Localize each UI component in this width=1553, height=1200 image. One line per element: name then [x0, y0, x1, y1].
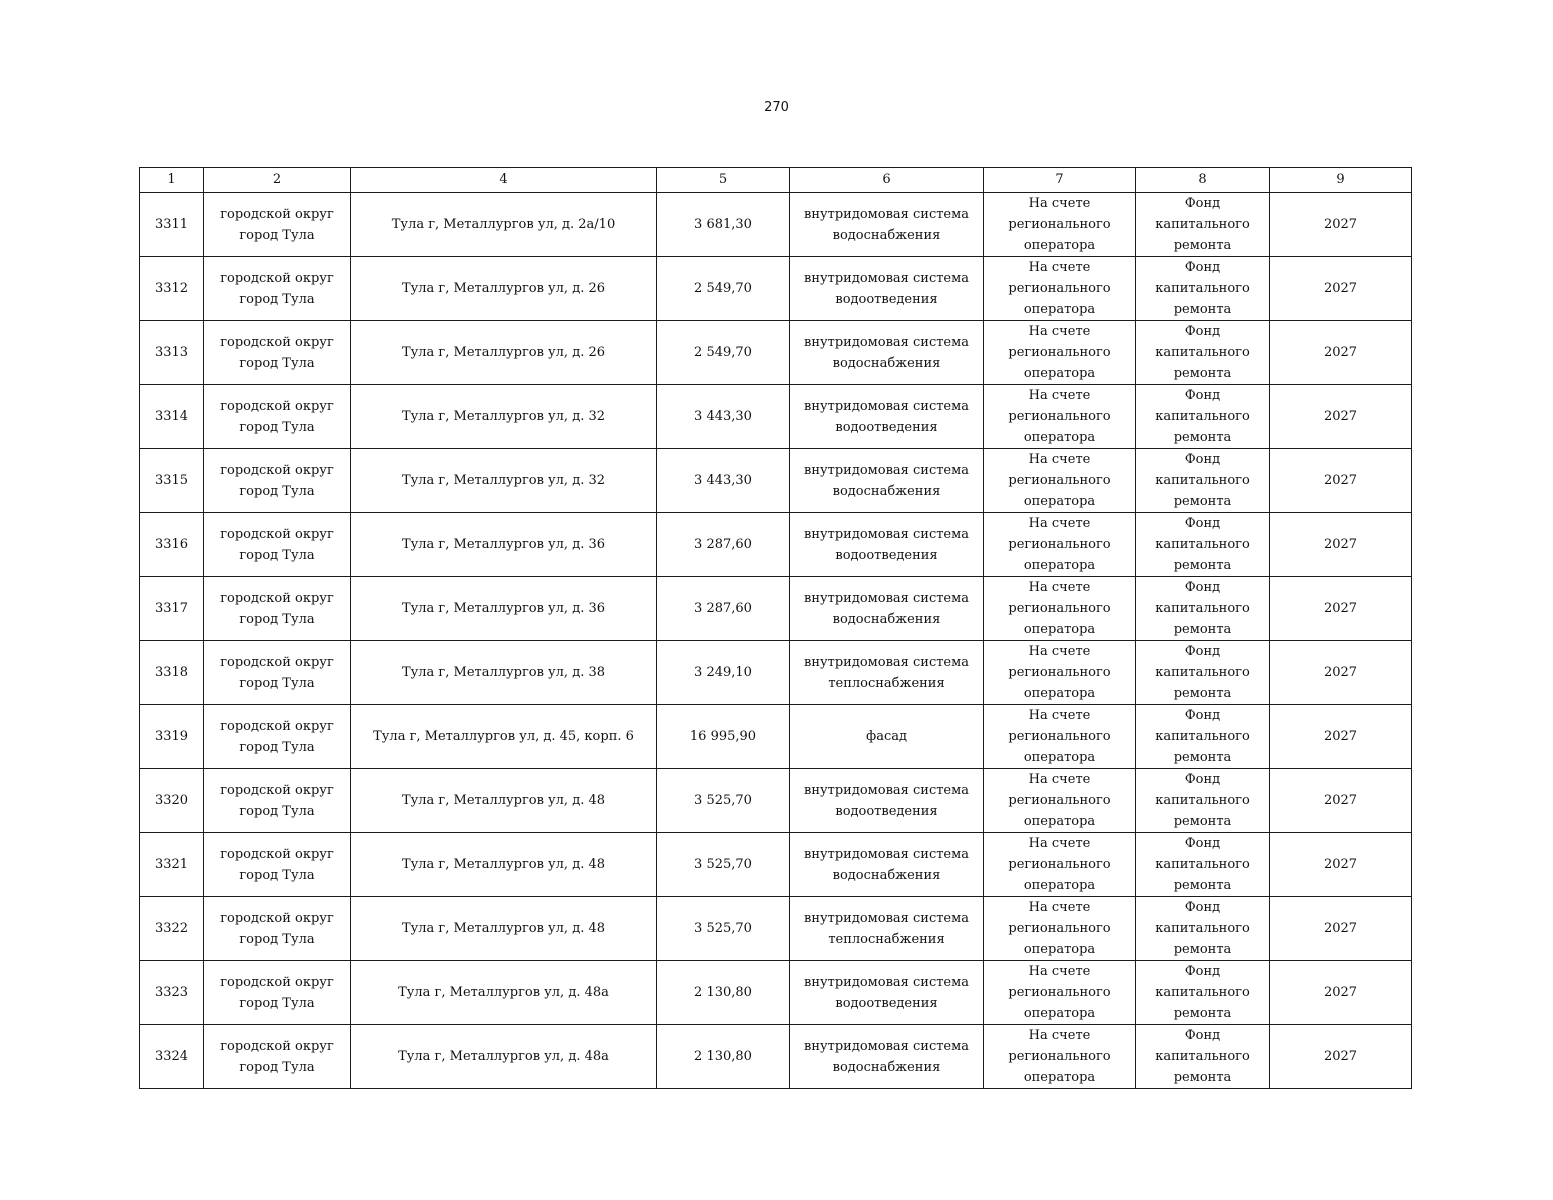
area-cell: 3 443,30 [657, 449, 790, 513]
account-method-cell [984, 641, 1136, 705]
work-type-cell [790, 897, 984, 961]
work-type-cell [790, 449, 984, 513]
year-cell: 2027 [1270, 641, 1412, 705]
municipality-cell-line: городской округ [220, 974, 334, 990]
funding-source-cell-line: ремонта [1173, 558, 1232, 573]
funding-source-cell-line: капитального [1155, 1049, 1250, 1064]
row-number-cell: 3314 [140, 385, 204, 449]
funding-source-cell [1136, 577, 1270, 641]
work-type-cell-line: внутридомовая система [804, 654, 969, 670]
year-cell: 2027 [1270, 257, 1412, 321]
table-row [140, 705, 1412, 769]
funding-source-cell [1136, 1025, 1270, 1089]
work-type-cell-line: внутридомовая система [804, 910, 969, 926]
work-type-cell-line: водоотведения [835, 291, 938, 307]
work-type-cell-line: внутридомовая система [804, 590, 969, 606]
municipality-cell-line: городской округ [220, 654, 334, 670]
funding-source-cell-line: капитального [1155, 537, 1250, 552]
municipality-cell-line: город Тула [239, 739, 315, 755]
year-cell: 2027 [1270, 321, 1412, 385]
municipality-cell-line: городской округ [220, 846, 334, 862]
municipality-cell [204, 321, 351, 385]
municipality-cell [204, 449, 351, 513]
row-number-cell: 3322 [140, 897, 204, 961]
account-method-cell [984, 1025, 1136, 1089]
area-cell: 3 525,70 [657, 769, 790, 833]
account-method-cell [984, 705, 1136, 769]
funding-source-cell-line: Фонд [1184, 580, 1221, 595]
work-type-cell-line: водоснабжения [832, 1059, 941, 1075]
account-method-cell-line: регионального [1008, 473, 1111, 488]
municipality-cell-line: город Тула [239, 931, 315, 947]
municipality-cell-line: городской округ [220, 1038, 334, 1054]
municipality-cell-line: городской округ [220, 590, 334, 606]
area-cell: 3 287,60 [657, 513, 790, 577]
municipality-cell-line: городской округ [220, 270, 334, 286]
funding-source-cell [1136, 385, 1270, 449]
row-number-cell: 3319 [140, 705, 204, 769]
work-type-cell [790, 385, 984, 449]
table-row [140, 385, 1412, 449]
year-cell: 2027 [1270, 449, 1412, 513]
table-row [140, 193, 1412, 257]
account-method-cell-line: регионального [1008, 921, 1111, 936]
account-method-cell-line: оператора [1023, 686, 1096, 701]
account-method-cell [984, 897, 1136, 961]
funding-source-cell-line: капитального [1155, 921, 1250, 936]
funding-source-cell-line: ремонта [1173, 622, 1232, 637]
funding-source-cell-line: ремонта [1173, 366, 1232, 381]
funding-source-cell [1136, 193, 1270, 257]
account-method-cell [984, 961, 1136, 1025]
funding-source-cell-line: капитального [1155, 793, 1250, 808]
municipality-cell-line: город Тула [239, 355, 315, 371]
account-method-cell-line: На счете [1028, 516, 1091, 531]
account-method-cell-line: регионального [1008, 281, 1111, 296]
column-header: 8 [1136, 168, 1270, 193]
address-cell: Тула г, Металлургов ул, д. 48а [351, 1025, 657, 1089]
account-method-cell-line: регионального [1008, 665, 1111, 680]
work-type-cell-line: внутридомовая система [804, 270, 969, 286]
row-number-cell: 3311 [140, 193, 204, 257]
account-method-cell-line: оператора [1023, 302, 1096, 317]
work-type-cell-line: внутридомовая система [804, 398, 969, 414]
funding-source-cell-line: Фонд [1184, 964, 1221, 979]
funding-source-cell-line: ремонта [1173, 814, 1232, 829]
funding-source-cell [1136, 257, 1270, 321]
account-method-cell [984, 577, 1136, 641]
work-type-cell-line: водоотведения [835, 419, 938, 435]
funding-source-cell [1136, 641, 1270, 705]
year-cell: 2027 [1270, 385, 1412, 449]
municipality-cell-line: городской округ [220, 462, 334, 478]
funding-source-cell-line: капитального [1155, 409, 1250, 424]
column-number-row [140, 168, 1412, 193]
account-method-cell-line: оператора [1023, 494, 1096, 509]
account-method-cell-line: На счете [1028, 452, 1091, 467]
funding-source-cell [1136, 769, 1270, 833]
table-body [140, 168, 1412, 1089]
municipality-cell [204, 897, 351, 961]
funding-source-cell-line: Фонд [1184, 516, 1221, 531]
account-method-cell [984, 321, 1136, 385]
funding-source-cell-line: ремонта [1173, 494, 1232, 509]
year-cell: 2027 [1270, 961, 1412, 1025]
work-type-cell-line: внутридомовая система [804, 526, 969, 542]
account-method-cell-line: регионального [1008, 601, 1111, 616]
funding-source-cell-line: ремонта [1173, 302, 1232, 317]
funding-source-cell-line: Фонд [1184, 772, 1221, 787]
account-method-cell-line: На счете [1028, 644, 1091, 659]
work-type-cell [790, 257, 984, 321]
page-number: 270 [764, 100, 789, 115]
table-row [140, 641, 1412, 705]
municipality-cell [204, 193, 351, 257]
work-type-cell-line: внутридомовая система [804, 1038, 969, 1054]
municipality-cell-line: город Тула [239, 227, 315, 243]
area-cell: 3 681,30 [657, 193, 790, 257]
work-type-cell-line: внутридомовая система [804, 782, 969, 798]
column-header: 1 [140, 168, 204, 193]
address-cell: Тула г, Металлургов ул, д. 48а [351, 961, 657, 1025]
funding-source-cell [1136, 513, 1270, 577]
account-method-cell-line: оператора [1023, 1006, 1096, 1021]
funding-source-cell-line: ремонта [1173, 1006, 1232, 1021]
account-method-cell [984, 193, 1136, 257]
year-cell: 2027 [1270, 193, 1412, 257]
funding-source-cell-line: ремонта [1173, 686, 1232, 701]
work-type-cell-line: водоснабжения [832, 867, 941, 883]
table-row [140, 961, 1412, 1025]
funding-source-cell-line: ремонта [1173, 238, 1232, 253]
account-method-cell-line: На счете [1028, 836, 1091, 851]
work-type-cell [790, 641, 984, 705]
work-type-cell [790, 769, 984, 833]
account-method-cell-line: На счете [1028, 772, 1091, 787]
column-header: 5 [657, 168, 790, 193]
funding-source-cell [1136, 321, 1270, 385]
account-method-cell-line: регионального [1008, 537, 1111, 552]
area-cell: 3 443,30 [657, 385, 790, 449]
row-number-cell: 3317 [140, 577, 204, 641]
table-row [140, 897, 1412, 961]
account-method-cell-line: оператора [1023, 238, 1096, 253]
account-method-cell-line: На счете [1028, 388, 1091, 403]
municipality-cell-line: городской округ [220, 206, 334, 222]
row-number-cell: 3323 [140, 961, 204, 1025]
account-method-cell-line: регионального [1008, 345, 1111, 360]
municipality-cell-line: город Тула [239, 291, 315, 307]
work-type-cell [790, 193, 984, 257]
funding-source-cell-line: ремонта [1173, 430, 1232, 445]
account-method-cell-line: На счете [1028, 324, 1091, 339]
funding-source-cell-line: Фонд [1184, 388, 1221, 403]
area-cell: 2 130,80 [657, 1025, 790, 1089]
work-type-cell-line: водоснабжения [832, 227, 941, 243]
municipality-cell [204, 385, 351, 449]
area-cell: 3 525,70 [657, 897, 790, 961]
work-type-cell [790, 961, 984, 1025]
row-number-cell: 3324 [140, 1025, 204, 1089]
funding-source-cell-line: ремонта [1173, 942, 1232, 957]
account-method-cell-line: На счете [1028, 1028, 1091, 1043]
account-method-cell-line: оператора [1023, 366, 1096, 381]
year-cell: 2027 [1270, 513, 1412, 577]
work-type-cell-line: водоотведения [835, 803, 938, 819]
work-type-cell-line: теплоснабжения [828, 675, 945, 691]
work-type-cell-line: водоотведения [835, 547, 938, 563]
address-cell: Тула г, Металлургов ул, д. 48 [351, 833, 657, 897]
funding-source-cell-line: Фонд [1184, 836, 1221, 851]
municipality-cell [204, 961, 351, 1025]
account-method-cell [984, 833, 1136, 897]
municipality-cell [204, 513, 351, 577]
column-header: 7 [984, 168, 1136, 193]
address-cell: Тула г, Металлургов ул, д. 32 [351, 385, 657, 449]
table-row [140, 321, 1412, 385]
table-row [140, 513, 1412, 577]
area-cell: 2 549,70 [657, 321, 790, 385]
funding-source-cell-line: капитального [1155, 345, 1250, 360]
area-cell: 3 525,70 [657, 833, 790, 897]
account-method-cell-line: регионального [1008, 857, 1111, 872]
address-cell: Тула г, Металлургов ул, д. 36 [351, 577, 657, 641]
area-cell: 3 287,60 [657, 577, 790, 641]
address-cell: Тула г, Металлургов ул, д. 45, корп. 6 [351, 705, 657, 769]
table-row [140, 449, 1412, 513]
column-header: 6 [790, 168, 984, 193]
row-number-cell: 3316 [140, 513, 204, 577]
account-method-cell [984, 769, 1136, 833]
account-method-cell-line: На счете [1028, 900, 1091, 915]
account-method-cell-line: оператора [1023, 942, 1096, 957]
work-type-cell [790, 1025, 984, 1089]
funding-source-cell-line: капитального [1155, 601, 1250, 616]
account-method-cell-line: На счете [1028, 708, 1091, 723]
work-type-cell [790, 577, 984, 641]
work-type-cell-line: фасад [866, 729, 907, 744]
municipality-cell [204, 577, 351, 641]
account-method-cell-line: оператора [1023, 622, 1096, 637]
row-number-cell: 3315 [140, 449, 204, 513]
work-type-cell-line: внутридомовая система [804, 206, 969, 222]
municipality-cell-line: город Тула [239, 995, 315, 1011]
account-method-cell [984, 449, 1136, 513]
municipality-cell-line: городской округ [220, 782, 334, 798]
funding-source-cell-line: капитального [1155, 665, 1250, 680]
column-header: 4 [351, 168, 657, 193]
account-method-cell-line: регионального [1008, 729, 1111, 744]
funding-source-cell-line: Фонд [1184, 196, 1221, 211]
municipality-cell [204, 641, 351, 705]
capital-repair-table [139, 167, 1412, 1089]
work-type-cell-line: внутридомовая система [804, 846, 969, 862]
funding-source-cell-line: Фонд [1184, 1028, 1221, 1043]
funding-source-cell-line: капитального [1155, 281, 1250, 296]
year-cell: 2027 [1270, 705, 1412, 769]
table-row [140, 769, 1412, 833]
funding-source-cell-line: капитального [1155, 729, 1250, 744]
funding-source-cell-line: Фонд [1184, 452, 1221, 467]
account-method-cell-line: оператора [1023, 558, 1096, 573]
account-method-cell-line: На счете [1028, 196, 1091, 211]
table-row [140, 577, 1412, 641]
area-cell: 2 130,80 [657, 961, 790, 1025]
funding-source-cell-line: капитального [1155, 473, 1250, 488]
account-method-cell [984, 257, 1136, 321]
account-method-cell-line: На счете [1028, 580, 1091, 595]
funding-source-cell-line: капитального [1155, 985, 1250, 1000]
year-cell: 2027 [1270, 769, 1412, 833]
municipality-cell-line: город Тула [239, 675, 315, 691]
account-method-cell-line: оператора [1023, 750, 1096, 765]
municipality-cell-line: город Тула [239, 547, 315, 563]
municipality-cell-line: город Тула [239, 483, 315, 499]
municipality-cell-line: город Тула [239, 867, 315, 883]
row-number-cell: 3313 [140, 321, 204, 385]
municipality-cell-line: город Тула [239, 803, 315, 819]
column-header: 2 [204, 168, 351, 193]
area-cell: 3 249,10 [657, 641, 790, 705]
municipality-cell-line: городской округ [220, 526, 334, 542]
work-type-cell-line: водоснабжения [832, 355, 941, 371]
account-method-cell-line: оператора [1023, 1070, 1096, 1085]
account-method-cell-line: регионального [1008, 1049, 1111, 1064]
address-cell: Тула г, Металлургов ул, д. 48 [351, 897, 657, 961]
table-row [140, 257, 1412, 321]
work-type-cell-line: внутридомовая система [804, 334, 969, 350]
municipality-cell-line: город Тула [239, 611, 315, 627]
year-cell: 2027 [1270, 577, 1412, 641]
work-type-cell-line: водоснабжения [832, 611, 941, 627]
address-cell: Тула г, Металлургов ул, д. 26 [351, 257, 657, 321]
funding-source-cell-line: капитального [1155, 857, 1250, 872]
municipality-cell-line: городской округ [220, 718, 334, 734]
municipality-cell [204, 833, 351, 897]
municipality-cell-line: город Тула [239, 419, 315, 435]
account-method-cell [984, 513, 1136, 577]
account-method-cell-line: регионального [1008, 985, 1111, 1000]
funding-source-cell-line: Фонд [1184, 708, 1221, 723]
funding-source-cell-line: Фонд [1184, 324, 1221, 339]
work-type-cell [790, 833, 984, 897]
row-number-cell: 3321 [140, 833, 204, 897]
municipality-cell-line: городской округ [220, 910, 334, 926]
year-cell: 2027 [1270, 897, 1412, 961]
funding-source-cell [1136, 833, 1270, 897]
account-method-cell-line: оператора [1023, 430, 1096, 445]
funding-source-cell-line: капитального [1155, 217, 1250, 232]
work-type-cell-line: водоотведения [835, 995, 938, 1011]
municipality-cell [204, 705, 351, 769]
funding-source-cell [1136, 705, 1270, 769]
address-cell: Тула г, Металлургов ул, д. 2а/10 [351, 193, 657, 257]
funding-source-cell [1136, 961, 1270, 1025]
municipality-cell-line: городской округ [220, 398, 334, 414]
address-cell: Тула г, Металлургов ул, д. 48 [351, 769, 657, 833]
year-cell: 2027 [1270, 833, 1412, 897]
account-method-cell-line: На счете [1028, 260, 1091, 275]
municipality-cell [204, 769, 351, 833]
work-type-cell [790, 513, 984, 577]
municipality-cell-line: город Тула [239, 1059, 315, 1075]
column-header: 9 [1270, 168, 1412, 193]
work-type-cell-line: внутридомовая система [804, 462, 969, 478]
work-type-cell-line: внутридомовая система [804, 974, 969, 990]
row-number-cell: 3320 [140, 769, 204, 833]
table-row [140, 833, 1412, 897]
work-type-cell-line: водоснабжения [832, 483, 941, 499]
table-row [140, 1025, 1412, 1089]
area-cell: 2 549,70 [657, 257, 790, 321]
account-method-cell [984, 385, 1136, 449]
account-method-cell-line: регионального [1008, 793, 1111, 808]
work-type-cell-line: теплоснабжения [828, 931, 945, 947]
work-type-cell [790, 321, 984, 385]
funding-source-cell-line: ремонта [1173, 750, 1232, 765]
account-method-cell-line: На счете [1028, 964, 1091, 979]
account-method-cell-line: оператора [1023, 814, 1096, 829]
municipality-cell [204, 257, 351, 321]
work-type-cell [790, 705, 984, 769]
municipality-cell-line: городской округ [220, 334, 334, 350]
address-cell: Тула г, Металлургов ул, д. 36 [351, 513, 657, 577]
municipality-cell [204, 1025, 351, 1089]
address-cell: Тула г, Металлургов ул, д. 32 [351, 449, 657, 513]
funding-source-cell-line: Фонд [1184, 900, 1221, 915]
funding-source-cell-line: Фонд [1184, 644, 1221, 659]
funding-source-cell [1136, 449, 1270, 513]
address-cell: Тула г, Металлургов ул, д. 26 [351, 321, 657, 385]
row-number-cell: 3312 [140, 257, 204, 321]
funding-source-cell-line: ремонта [1173, 1070, 1232, 1085]
row-number-cell: 3318 [140, 641, 204, 705]
account-method-cell-line: регионального [1008, 409, 1111, 424]
year-cell: 2027 [1270, 1025, 1412, 1089]
account-method-cell-line: оператора [1023, 878, 1096, 893]
funding-source-cell-line: Фонд [1184, 260, 1221, 275]
address-cell: Тула г, Металлургов ул, д. 38 [351, 641, 657, 705]
funding-source-cell-line: ремонта [1173, 878, 1232, 893]
account-method-cell-line: регионального [1008, 217, 1111, 232]
funding-source-cell [1136, 897, 1270, 961]
area-cell: 16 995,90 [657, 705, 790, 769]
